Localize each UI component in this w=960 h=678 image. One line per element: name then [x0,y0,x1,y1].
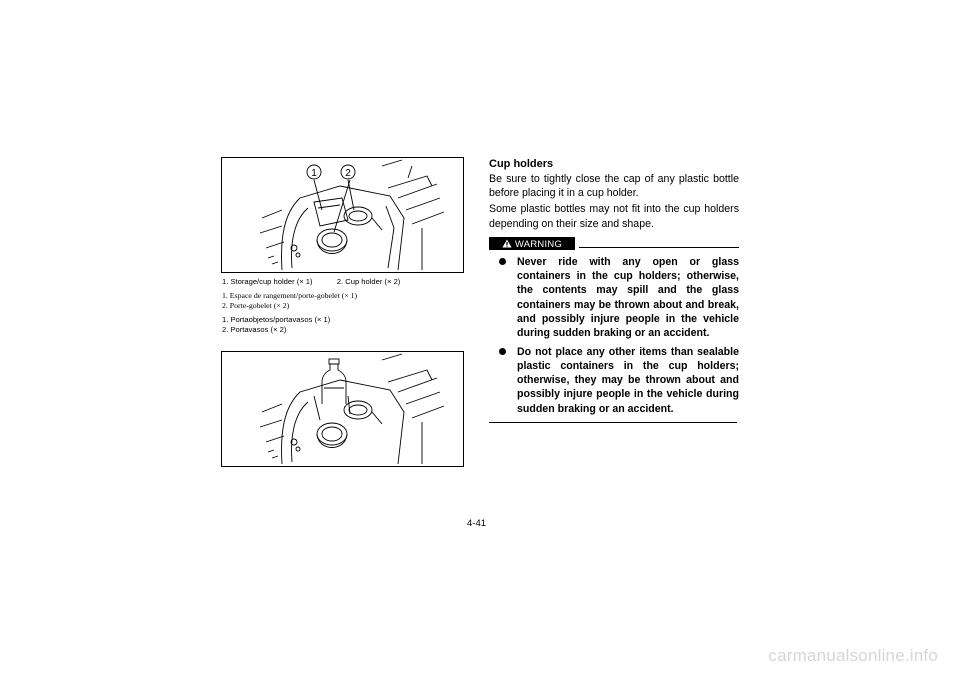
caption-fr-item-2: 2. Porte-gobelet (× 2) [222,301,290,310]
warning-badge [489,237,575,250]
cup-holders-section [489,157,739,423]
warning-item-sealable-only [489,345,739,416]
warning-item-text: Do not place any other items than sealable plastic containers in the cup holders; otherwise, they may be thrown about and possibly injure people in the vehicle during sudden braking or an accident. [517,345,739,415]
warning-triangle-icon [502,239,512,248]
caption-english [222,277,400,287]
bullet-icon [499,348,506,355]
bottle-drawing [222,352,463,466]
cup-holder-illustration-top [221,157,464,273]
caption-en-item-2: 2. Cup holder (× 2) [336,277,401,286]
bullet-icon [499,258,506,265]
caption-es-item-1: 1. Portaobjetos/portavasos (× 1) [222,315,331,324]
warning-item-open-containers [489,255,739,341]
caption-fr-item-1: 1. Espace de rangement/porte-gobelet (× 1) [222,291,358,300]
callout-1: 1 [311,168,317,179]
paragraph-bottle-cap: Be sure to tightly close the cap of any plastic bottle before placing it in a cup holder. [489,173,739,200]
page-number: 4-41 [467,518,487,529]
watermark: carmanualsonline.info [768,646,938,665]
caption-french [222,291,357,311]
warning-list [489,255,739,416]
callout-2: 2 [345,168,351,179]
warning-rule [579,247,739,248]
caption-en-item-1: 1. Storage/cup holder (× 1) [222,277,313,286]
warning-header [489,236,739,252]
paragraph-bottle-fit: Some plastic bottles may not fit into the cup holders depending on their size and shape. [489,203,739,230]
cup-holder-drawing [222,158,463,272]
warning-end-rule [489,422,737,423]
warning-item-text: Never ride with any open or glass containers in the cup holders; otherwise, the contents may spill and the glass containers may be thrown about and break, and possibly injure people in the vehicle during sudden braking or an accident. [517,255,739,340]
cup-holder-with-bottle-illustration [221,351,464,467]
caption-spanish [222,315,330,335]
section-heading: Cup holders [489,158,554,170]
caption-es-item-2: 2. Portavasos (× 2) [222,325,287,334]
warning-label: WARNING [514,237,563,249]
